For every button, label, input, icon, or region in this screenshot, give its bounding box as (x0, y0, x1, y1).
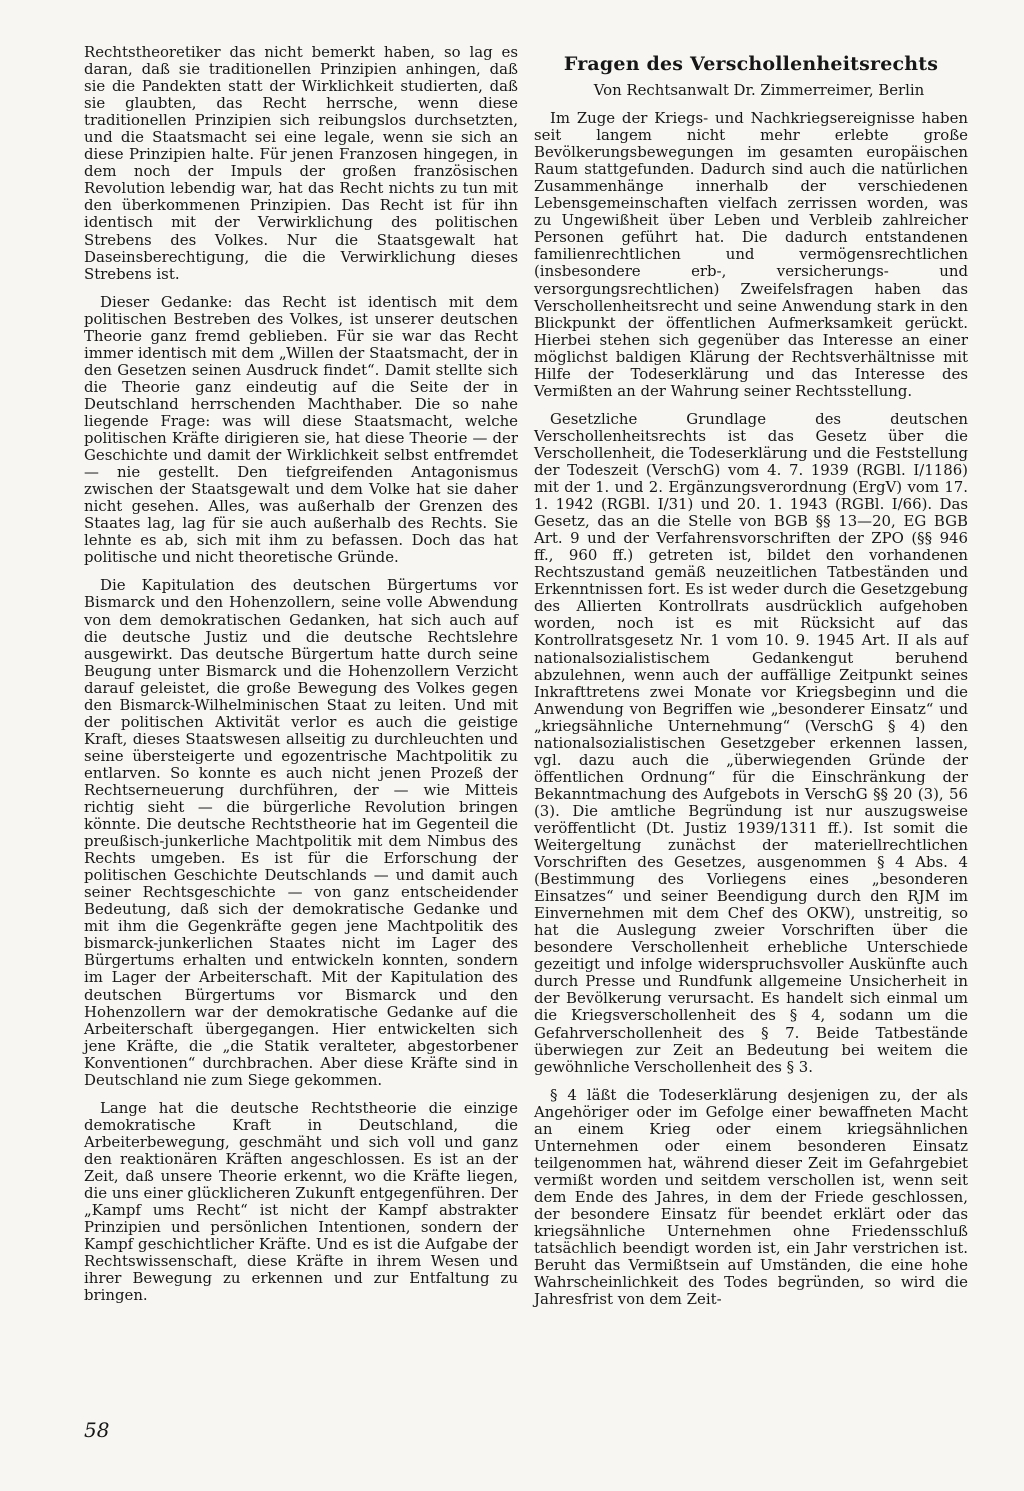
left-paragraph-4: Lange hat die deutsche Rechtstheorie die einzige demokratische Kraft in Deutschland, die Arbeiterbewegung, geschmäht und sich voll und ganz den reaktionären Kräften angeschlossen. Es ist an der Zeit, daß unsere Theorie erkennt, wo die Kräfte liegen, die uns einer glücklicheren Zukunft entgegenführen. Der „Kampf ums Recht“ ist nicht der Kampf abstrakter Prinzipien und persönlichen Intentionen, sondern der Kampf geschichtlicher Kräfte. Und es ist die Aufgabe der Rechtswissenschaft, diese Kräfte in ihrem Wesen und ihrer Bewegung zu erkennen und zur Entfaltung zu bringen. (84, 1098, 518, 1305)
right-paragraph-2: Gesetzliche Grundlage des deutschen Verschollenheitsrechts ist das Gesetz über die Verschollenheit, die Todeserklärung und die Feststellung der Todeszeit (VerschG) vom 4. 7. 1939 (RGBl. I/1186) mit der 1. und 2. Ergänzungsverordnung (ErgV) vom 17. 1. 1942 (RGBl. I/31) und 20. 1. 1943 (RGBl. I/66). Das Gesetz, das an die Stelle von BGB §§ 13—20, EG BGB Art. 9 und der Verfahrensvorschriften der ZPO (§§ 946 ff., 960 ff.) getreten ist, bildet den vorhandenen Rechtszustand gemäß neuzeitlichen Tatbeständen und Erkenntnissen fort. Es ist weder durch die Gesetzgebung des Allierten Kontrollrats ausdrücklich aufgehoben worden, noch ist es mit Rücksicht auf das Kontrollratsgesetz Nr. 1 vom 10. 9. 1945 Art. II als auf nationalsozialistischem Gedankengut beruhend abzulehnen, wenn auch der auffällige Zeitpunkt seines Inkrafttretens zwei Monate vor Kriegsbeginn und die Anwendung von Begriffen wie „besonderer Einsatz“ und „kriegsähnliche Unternehmung“ (VerschG § 4) den nationalsozialistischen Gesetzgeber erkennen lassen, vgl. dazu auch die „überwiegenden Gründe der öffentlichen Ordnung“ für die Einschränkung der Bekanntmachung des Aufgebots in VerschG §§ 20 (3), 56 (3). Die amtliche Begründung ist nur auszugsweise veröffentlicht (Dt. Justiz 1939/1311 ff.). Ist somit die Weitergeltung zunächst der materiellrechtlichen Vorschriften des Gesetzes, ausgenommen § 4 Abs. 4 (Bestimmung des Vorliegens eines „besonderen Einsatzes“ und seiner Beendigung durch den RJM im Einvernehmen mit dem Chef des OKW), unstreitig, so hat die Auslegung zweier Vorschriften über die besondere Verschollenheit erhebliche Unterschiede gezeitigt und infolge widerspruchsvoller Auskünfte auch durch Presse und Rundfunk allgemeine Unsicherheit in der Bevölkerung verursacht. Es handelt sich einmal um die Kriegsverschollenheit des § 4, sodann um die Gefahrverschollenheit des § 7. Beide Tatbestände überwiegen zur Zeit an Bedeutung bei weitem die gewöhnliche Verschollenheit des § 3. (534, 409, 968, 1076)
left-column (84, 44, 518, 1315)
right-paragraph-3: § 4 läßt die Todeserklärung desjenigen zu, der als Angehöriger oder im Gefolge einer bewaffneten Macht an einem Krieg oder einem kriegsähnlichen Unternehmen oder einem besonderen Einsatz teilgenommen hat, während dieser Zeit im Gefahrgebiet vermißt worden und seitdem verschollen ist, wenn seit dem Ende des Jahres, in dem der Friede geschlossen, der besondere Einsatz für beendet erklärt oder das kriegsähnliche Unternehmen ohne Friedensschluß tatsächlich beendigt worden ist, ein Jahr verstrichen ist. Beruht das Vermißtsein auf Umständen, die eine hohe Wahrscheinlichkeit des Todes begründen, so wird die Jahresfrist von dem Zeit- (534, 1085, 968, 1309)
right-paragraph-1: Im Zuge der Kriegs- und Nachkriegsereignisse haben seit langem nicht mehr erlebte große Bevölkerungsbewegungen im gesamten europäischen Raum stattgefunden. Dadurch sind auch die natürlichen Zusammenhänge innerhalb der verschiedenen Lebensgemeinschaften vielfach zerrissen worden, was zu Ungewißheit über Leben und Verbleib zahlreicher Personen geführt hat. Die dadurch entstandenen familienrechtlichen und vermögensrechtlichen (insbesondere erb-, versicherungs- und versorgungsrechtlichen) Zweifelsfragen haben das Verschollenheitsrecht und seine Anwendung stark in den Blickpunkt der öffentlichen Aufmerksamkeit gerückt. Hierbei stehen sich gegenüber das Interesse an einer möglichst baldigen Klärung der Rechtsverhältnisse mit Hilfe der Todeserklärung und das Interesse des Vermißten an der Wahrung seiner Rechtsstellung. (534, 109, 968, 400)
page-number: 58 (84, 1418, 110, 1442)
article-byline: Von Rechtsanwalt Dr. Zimmerreimer, Berlin (593, 81, 925, 99)
article-title: Fragen des Verschollenheitsrechts (563, 53, 939, 75)
left-paragraph-2: Dieser Gedanke: das Recht ist identisch mit dem politischen Bestreben des Volkes, ist unserer deutschen Theorie ganz fremd geblieben. Für sie war das Recht immer identisch mit dem „Willen der Staatsmacht, der in den Gesetzen seinen Ausdruck findet“. Damit stellte sich die Theorie ganz eindeutig auf die Seite der in Deutschland herrschenden Machthaber. Die so nahe liegende Frage: was will diese Staatsmacht, welche politischen Kräfte dirigieren sie, hat diese Theorie — der Geschichte und damit der Wirklichkeit selbst entfremdet — nie gestellt. Den tiefgreifenden Antagonismus zwischen der Staatsgewalt und dem Volke hat sie daher nicht gesehen. Alles, was außerhalb der Grenzen des Staates lag, lag für sie auch außerhalb des Rechts. Sie lehnte es ab, sich mit ihm zu befassen. Doch das hat politische und nicht theoretische Gründe. (84, 292, 518, 567)
right-column (534, 44, 968, 1319)
left-paragraph-1: Rechtstheoretiker das nicht bemerkt haben, so lag es daran, daß sie traditionellen Prinzipien anhingen, daß sie die Pandekten statt der Wirklichkeit studierten, daß sie glaubten, das Recht herrsche, wenn diese traditionellen Prinzipien sich reibungslos durchsetzten, und die Staatsmacht sei eine legale, wenn sie sich an diese Prinzipien halte. Für jenen Franzosen hingegen, in dem noch der Impuls der großen französischen Revolution lebendig war, hat das Recht nichts zu tun mit den überkommenen Prinzipien. Das Recht ist für ihn identisch mit der Verwirklichung des politischen Strebens des Volkes. Nur die Staatsgewalt hat Daseinsberechtigung, die die Verwirklichung dieses Strebens ist. (84, 43, 518, 283)
left-paragraph-3: Die Kapitulation des deutschen Bürgertums vor Bismarck und den Hohenzollern, seine volle Abwendung von dem demokratischen Gedanken, hat sich auch auf die deutsche Justiz und die deutsche Rechtslehre ausgewirkt. Das deutsche Bürgertum hatte durch seine Beugung unter Bismarck und die Hohenzollern Verzicht darauf geleistet, die große Bewegung des Volkes gegen den Bismarck-Wilhelminischen Staat zu leiten. Und mit der politischen Aktivität verlor es auch die geistige Kraft, dieses Staatswesen allseitig zu durchleuchten und seine übersteigerte und egozentrische Machtpolitik zu entlarven. So konnte es auch nicht jenen Prozeß der Rechtserneuerung durchführen, der — wie Mitteis richtig sieht — die bürgerliche Revolution bringen könnte. Die deutsche Rechtstheorie hat im Gegenteil die preußisch-junkerliche Machtpolitik mit dem Nimbus des Rechts umgeben. Es ist für die Erforschung der politischen Geschichte Deutschlands — und damit auch seiner Rechtsgeschichte — von ganz entscheidender Bedeutung, daß sich der demokratische Gedanke und mit ihm die Gegenkräfte gegen jene Machtpolitik des bismarck-junkerlichen Staates nicht im Lager des Bürgertums erhalten und entwickeln konnten, sondern im Lager der Arbeiterschaft. Mit der Kapitulation des deutschen Bürgertums vor Bismarck und den Hohenzollern war der demokratische Gedanke auf die Arbeiterschaft übergegangen. Hier entwickelten sich jene Kräfte, die „die Statik veralteter, abgestorbener Konventionen“ durchbrachen. Aber diese Kräfte sind in Deutschland nie zum Siege gekommen. (84, 576, 518, 1089)
